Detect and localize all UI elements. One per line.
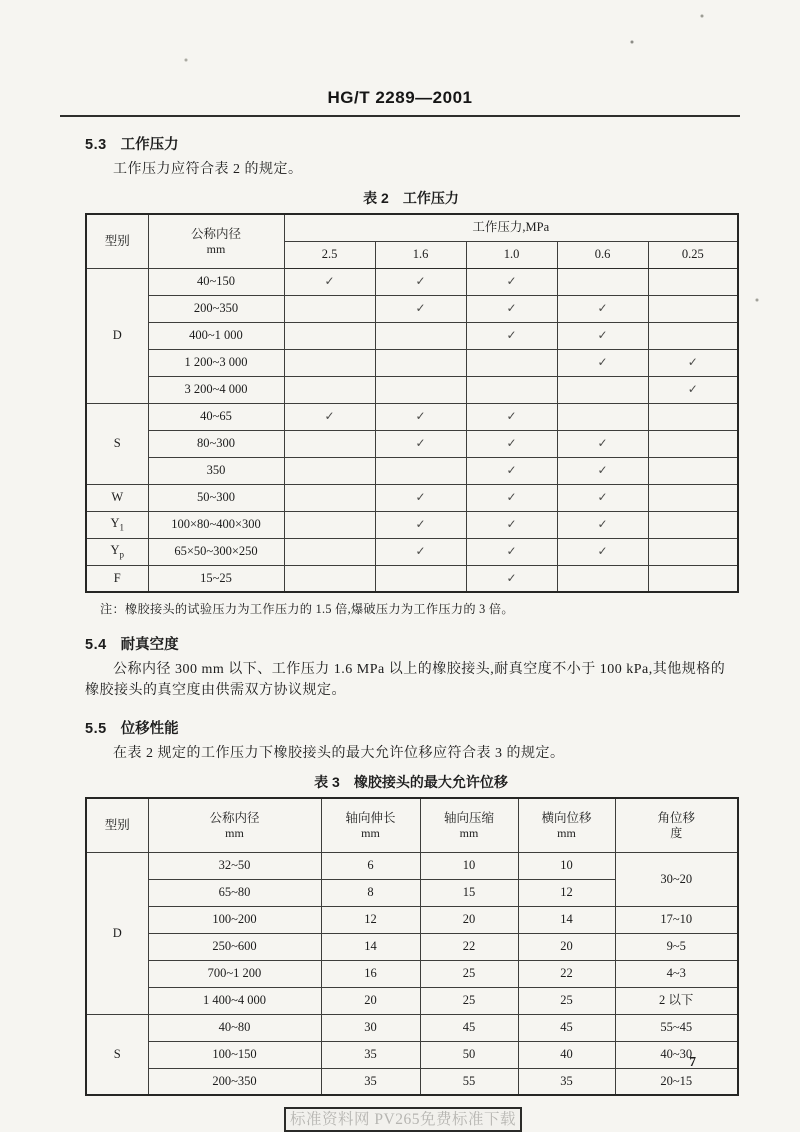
- empty-cell: [284, 295, 375, 322]
- check-cell: ✓: [375, 538, 466, 565]
- compression-cell: 25: [420, 960, 518, 987]
- diameter-cell: 100~150: [148, 1041, 321, 1068]
- header-unit: 度: [670, 825, 683, 840]
- check-cell: ✓: [557, 349, 648, 376]
- table-row: [86, 960, 738, 987]
- lateral-cell: 10: [518, 852, 615, 879]
- check-cell: ✓: [557, 511, 648, 538]
- table-working-pressure: [85, 213, 739, 593]
- lateral-cell: 12: [518, 879, 615, 906]
- col-header-type: 型别: [86, 214, 148, 268]
- table-max-displacement: [85, 797, 739, 1096]
- table-row: [86, 565, 738, 592]
- table-2-note: 注：橡胶接头的试验压力为工作压力的 1.5 倍,爆破压力为工作压力的 3 倍。: [100, 602, 514, 616]
- empty-cell: [284, 484, 375, 511]
- table-row: [86, 457, 738, 484]
- empty-cell: [648, 403, 738, 430]
- check-cell: ✓: [557, 538, 648, 565]
- empty-cell: [557, 403, 648, 430]
- table-row: [86, 295, 738, 322]
- check-cell: ✓: [375, 268, 466, 295]
- diameter-cell: 50~300: [148, 484, 284, 511]
- header-label: 角位移: [657, 810, 695, 825]
- header-unit: mm: [206, 241, 226, 256]
- table-row: [86, 852, 738, 879]
- elongation-cell: 6: [321, 852, 420, 879]
- check-cell: ✓: [466, 538, 557, 565]
- angle-cell: 20~15: [615, 1068, 738, 1095]
- empty-cell: [375, 349, 466, 376]
- check-cell: ✓: [557, 457, 648, 484]
- empty-cell: [284, 349, 375, 376]
- header-unit: mm: [225, 825, 244, 840]
- diameter-cell: 350: [148, 457, 284, 484]
- empty-cell: [557, 376, 648, 403]
- check-cell: ✓: [284, 268, 375, 295]
- lateral-cell: 45: [518, 1014, 615, 1041]
- empty-cell: [648, 322, 738, 349]
- type-cell: D: [86, 852, 148, 1014]
- check-cell: ✓: [648, 349, 738, 376]
- empty-cell: [375, 322, 466, 349]
- angle-cell: 17~10: [615, 906, 738, 933]
- section-number: 5.5: [85, 721, 107, 737]
- angle-cell: 2 以下: [615, 987, 738, 1014]
- col-header-pressure-value: 0.25: [648, 241, 738, 268]
- table-row: [86, 484, 738, 511]
- check-cell: ✓: [375, 430, 466, 457]
- check-cell: ✓: [375, 295, 466, 322]
- check-cell: ✓: [466, 268, 557, 295]
- check-cell: ✓: [557, 322, 648, 349]
- empty-cell: [284, 322, 375, 349]
- angle-cell: 40~30: [615, 1041, 738, 1068]
- elongation-cell: 35: [321, 1041, 420, 1068]
- table-3-caption: 表 3 橡胶接头的最大允许位移: [314, 774, 508, 790]
- header-unit: mm: [557, 825, 576, 840]
- lateral-cell: 35: [518, 1068, 615, 1095]
- section-heading-5-5: [85, 717, 737, 738]
- diameter-cell: 15~25: [148, 565, 284, 592]
- empty-cell: [648, 457, 738, 484]
- col-header-pressure-value: 2.5: [284, 241, 375, 268]
- section-title: 耐真空度: [120, 637, 179, 653]
- check-cell: ✓: [557, 430, 648, 457]
- header-label: 轴向伸长: [345, 810, 396, 825]
- elongation-cell: 16: [321, 960, 420, 987]
- table-row: [86, 1041, 738, 1068]
- table-row: [86, 538, 738, 565]
- table-row: [86, 376, 738, 403]
- diameter-cell: 40~65: [148, 403, 284, 430]
- col-header-pressure: 工作压力,MPa: [284, 214, 738, 241]
- type-cell: W: [86, 484, 148, 511]
- col-header: [321, 798, 420, 852]
- diameter-cell: 3 200~4 000: [148, 376, 284, 403]
- diameter-cell: 65~80: [148, 879, 321, 906]
- angle-cell: 55~45: [615, 1014, 738, 1041]
- lateral-cell: 40: [518, 1041, 615, 1068]
- check-cell: ✓: [466, 322, 557, 349]
- diameter-cell: 40~150: [148, 268, 284, 295]
- lateral-cell: 20: [518, 933, 615, 960]
- diameter-cell: 200~350: [148, 295, 284, 322]
- col-header-pressure-value: 0.6: [557, 241, 648, 268]
- section-title: 工作压力: [120, 137, 179, 153]
- empty-cell: [284, 538, 375, 565]
- compression-cell: 10: [420, 852, 518, 879]
- elongation-cell: 12: [321, 906, 420, 933]
- check-cell: ✓: [375, 511, 466, 538]
- header-rule: [60, 115, 740, 117]
- empty-cell: [466, 349, 557, 376]
- compression-cell: 20: [420, 906, 518, 933]
- table-row: [86, 349, 738, 376]
- page-content: [85, 133, 737, 1096]
- table-row: [86, 511, 738, 538]
- col-header: [420, 798, 518, 852]
- empty-cell: [466, 376, 557, 403]
- check-cell: ✓: [466, 430, 557, 457]
- compression-cell: 50: [420, 1041, 518, 1068]
- empty-cell: [375, 457, 466, 484]
- empty-cell: [557, 565, 648, 592]
- section-paragraph-5-3: 工作压力应符合表 2 的规定。: [113, 162, 303, 177]
- lateral-cell: 25: [518, 987, 615, 1014]
- check-cell: ✓: [648, 376, 738, 403]
- compression-cell: 15: [420, 879, 518, 906]
- elongation-cell: 30: [321, 1014, 420, 1041]
- section-number: 5.4: [85, 637, 107, 653]
- table-row: [86, 430, 738, 457]
- check-cell: ✓: [466, 484, 557, 511]
- type-cell: $Y_p$: [86, 538, 148, 565]
- empty-cell: [648, 430, 738, 457]
- col-header-pressure-value: 1.0: [466, 241, 557, 268]
- diameter-cell: 32~50: [148, 852, 321, 879]
- diameter-cell: 200~350: [148, 1068, 321, 1095]
- empty-cell: [284, 511, 375, 538]
- empty-cell: [648, 538, 738, 565]
- lateral-cell: 14: [518, 906, 615, 933]
- empty-cell: [375, 565, 466, 592]
- section-heading-5-4: [85, 633, 737, 654]
- angle-cell: 9~5: [615, 933, 738, 960]
- empty-cell: [648, 511, 738, 538]
- section-heading-5-3: [85, 133, 737, 154]
- header-label: 公称内径: [209, 810, 260, 825]
- section-paragraph-5-5: 在表 2 规定的工作压力下橡胶接头的最大允许位移应符合表 3 的规定。: [113, 746, 565, 761]
- diameter-cell: 400~1 000: [148, 322, 284, 349]
- check-cell: ✓: [466, 295, 557, 322]
- watermark-stamp: 标准资料网 PV265免费标准下载: [284, 1107, 522, 1132]
- header-unit: mm: [459, 825, 479, 840]
- check-cell: ✓: [466, 457, 557, 484]
- empty-cell: [648, 484, 738, 511]
- elongation-cell: 14: [321, 933, 420, 960]
- diameter-cell: 65×50~300×250: [148, 538, 284, 565]
- type-cell: S: [86, 1014, 148, 1095]
- empty-cell: [375, 376, 466, 403]
- col-header: [518, 798, 615, 852]
- table-row: [86, 268, 738, 295]
- check-cell: ✓: [466, 565, 557, 592]
- empty-cell: [648, 268, 738, 295]
- table-row: [86, 933, 738, 960]
- table-row: [86, 906, 738, 933]
- compression-cell: 45: [420, 1014, 518, 1041]
- section-title: 位移性能: [120, 721, 179, 737]
- empty-cell: [284, 457, 375, 484]
- check-cell: ✓: [466, 511, 557, 538]
- table-row: [86, 1068, 738, 1095]
- table-row: [86, 987, 738, 1014]
- empty-cell: [648, 295, 738, 322]
- elongation-cell: 8: [321, 879, 420, 906]
- check-cell: ✓: [557, 484, 648, 511]
- check-cell: ✓: [375, 403, 466, 430]
- page-number: 7: [689, 1054, 696, 1069]
- check-cell: ✓: [375, 484, 466, 511]
- type-cell: S: [86, 403, 148, 484]
- compression-cell: 55: [420, 1068, 518, 1095]
- section-paragraph-5-4: 公称内径 300 mm 以下、工作压力 1.6 MPa 以上的橡胶接头,耐真空度不小于 100 kPa,其他规格的橡胶接头的真空度由供需双方协议规定。: [85, 662, 726, 698]
- diameter-cell: 100×80~400×300: [148, 511, 284, 538]
- empty-cell: [648, 565, 738, 592]
- col-header-diameter: [148, 214, 284, 268]
- diameter-cell: 700~1 200: [148, 960, 321, 987]
- header-label: 横向位移: [541, 810, 592, 825]
- diameter-cell: 100~200: [148, 906, 321, 933]
- table-2-caption: 表 2 工作压力: [363, 190, 459, 206]
- type-cell: D: [86, 268, 148, 403]
- type-cell: $Y_1$: [86, 511, 148, 538]
- header-unit: mm: [361, 825, 380, 840]
- col-header: [148, 798, 321, 852]
- table-row: [86, 322, 738, 349]
- empty-cell: [557, 268, 648, 295]
- header-label: 公称内径: [190, 226, 241, 241]
- col-header-pressure-value: 1.6: [375, 241, 466, 268]
- empty-cell: [284, 376, 375, 403]
- empty-cell: [284, 430, 375, 457]
- angle-cell: 30~20: [615, 852, 738, 906]
- angle-cell: 4~3: [615, 960, 738, 987]
- col-header-type: 型别: [86, 798, 148, 852]
- type-cell: F: [86, 565, 148, 592]
- diameter-cell: 1 400~4 000: [148, 987, 321, 1014]
- section-number: 5.3: [85, 137, 107, 153]
- table-row: [86, 403, 738, 430]
- check-cell: ✓: [557, 295, 648, 322]
- diameter-cell: 1 200~3 000: [148, 349, 284, 376]
- compression-cell: 25: [420, 987, 518, 1014]
- elongation-cell: 20: [321, 987, 420, 1014]
- empty-cell: [284, 565, 375, 592]
- elongation-cell: 35: [321, 1068, 420, 1095]
- header-label: 轴向压缩: [443, 810, 494, 825]
- check-cell: ✓: [466, 403, 557, 430]
- diameter-cell: 250~600: [148, 933, 321, 960]
- table-row: [86, 1014, 738, 1041]
- diameter-cell: 40~80: [148, 1014, 321, 1041]
- check-cell: ✓: [284, 403, 375, 430]
- doc-number: HG/T 2289—2001: [327, 88, 473, 107]
- compression-cell: 22: [420, 933, 518, 960]
- lateral-cell: 22: [518, 960, 615, 987]
- diameter-cell: 80~300: [148, 430, 284, 457]
- col-header: [615, 798, 738, 852]
